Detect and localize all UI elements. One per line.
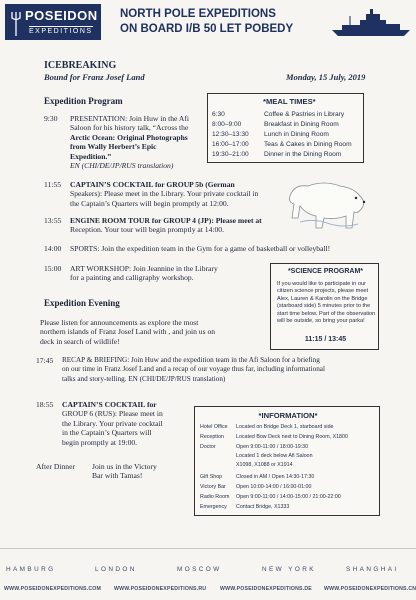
event-line: GROUP 6 (RUS): Please meet in	[62, 409, 163, 419]
header-title-line1: NORTH POLE EXPEDITIONS	[120, 8, 276, 20]
event-engine-room-tour	[70, 216, 306, 235]
footer-city: SHANGHAI	[346, 566, 399, 573]
page-subtitle: Bound for Franz Josef Land	[44, 72, 145, 82]
info-value: Closed in AM / Open 14:30-17:30	[236, 474, 315, 480]
page-title: ICEBREAKING	[44, 60, 117, 71]
info-label: Victory Bar	[200, 484, 226, 490]
event-line: Bar with Tamas!	[92, 471, 143, 481]
event-line: CAPTAIN’S COCKTAIL for GROUP 5b (German	[70, 180, 235, 189]
icebreaker-ship-icon	[330, 6, 414, 38]
meal-time: 16:00–17:00	[212, 141, 249, 148]
event-time: 11:55	[44, 180, 62, 189]
event-line: talks and story-telling. EN (CHI/DE/JP/RUS translation)	[62, 374, 226, 383]
science-line: Alex, Lauren & Karolin on the Bridge	[277, 295, 368, 302]
footer-website[interactable]: WWW.POSEIDONEXPEDITIONS.CN	[324, 586, 416, 592]
event-cocktail-group6	[62, 400, 192, 447]
event-line: Saloon for his history talk, “Across the	[70, 123, 189, 133]
event-cocktail-group5b	[70, 180, 288, 208]
info-label: Gift Shop	[200, 474, 223, 480]
header	[0, 0, 416, 46]
info-label: Emergency	[200, 504, 227, 510]
event-line: PRESENTATION: Join Huw in the Afi	[70, 114, 189, 123]
event-line: in the Captain’s Quarters will	[62, 428, 152, 438]
footer-website[interactable]: WWW.POSEIDONEXPEDITIONS.COM	[4, 586, 102, 592]
info-value: Contact Bridge, X1333	[236, 504, 290, 510]
meal-desc: Lunch in Dining Room	[264, 131, 329, 138]
poseidon-logo	[5, 4, 101, 40]
footer-city: MOSCOW	[177, 566, 222, 573]
footer-divider	[0, 548, 416, 549]
science-line: start time below. Part of the observation	[277, 310, 376, 317]
science-program-time: 11:15 / 13:45	[304, 336, 347, 343]
event-line: CAPTAIN’S COCKTAIL for	[62, 400, 157, 409]
event-line: Speakers): Please meet in the Library. Your private cocktail in	[70, 189, 259, 199]
header-title	[120, 7, 293, 37]
event-time: 13:55	[44, 216, 62, 225]
information-box	[194, 406, 380, 516]
info-value: Located Bow Deck next to Dining Room, X1800	[236, 434, 348, 440]
science-line: If you would like to participate in our	[277, 281, 366, 287]
event-line: on our time in Franz Josef Land and a recap of our voyage thus far, including informational	[62, 365, 325, 374]
info-value: Open 9:00-11:00 / 18:00-19:30	[236, 444, 309, 450]
footer-website[interactable]: WWW.POSEIDONEXPEDITIONS.DE	[220, 586, 312, 592]
event-line: ENGINE ROOM TOUR for GROUP 4 (JP): Please meet at	[70, 216, 262, 225]
event-line: RECAP & BRIEFING: Join Huw and the expedition team in the Afi Saloon for a briefing	[62, 356, 320, 364]
event-time: 18:55	[36, 400, 54, 409]
info-label: Hotel Office	[200, 424, 228, 430]
event-art-workshop	[70, 264, 260, 283]
logo-name: POSEIDON	[25, 8, 98, 23]
info-label: Reception	[200, 434, 224, 440]
program-heading: Expedition Program	[44, 96, 123, 106]
event-line: Arctic Ocean: Original Photographs	[70, 132, 188, 142]
info-value: Open 10:00-14:00 / 16:00-01:00	[236, 484, 312, 490]
event-line: EN (CHI/DE/JP/RUS translation)	[70, 161, 174, 171]
event-line: ART WORKSHOP: Join Jeannine in the Library	[70, 264, 218, 273]
intro-line: northern islands of Franz Josef Land with , and join us on	[40, 327, 216, 337]
footer-city: HAMBURG	[6, 566, 56, 573]
info-value: X1098, X1088 or X1914	[236, 462, 293, 468]
logo-subtitle: EXPEDITIONS	[29, 28, 93, 35]
meal-time: 8:00–9:00	[212, 121, 242, 128]
meal-times-title: *MEAL TIMES*	[263, 97, 316, 106]
event-line: Reception. Your tour will begin promptly at 14:00.	[70, 225, 224, 235]
event-time: 17:45	[36, 356, 54, 365]
event-line: the Captain’s Quarters will begin promptly at 12:00.	[70, 198, 229, 208]
event-line: Expedition.”	[70, 151, 112, 161]
event-line: begin promptly at 19:00.	[62, 437, 138, 447]
event-line: from Wally Herbert’s Epic	[70, 142, 157, 152]
footer-city: LONDON	[95, 566, 137, 573]
page-date: Monday, 15 July, 2019	[286, 72, 366, 82]
meal-desc: Breakfast in Dining Room	[264, 121, 339, 128]
meal-time: 12:30–13:30	[212, 131, 249, 138]
meal-desc: Teas & Cakes in Dining Room	[264, 141, 352, 148]
meal-times-box	[207, 93, 364, 163]
science-program-body	[277, 281, 376, 325]
science-program-title: *SCIENCE PROGRAM*	[287, 268, 364, 275]
info-value: Located 1 deck below Afi Saloon	[236, 453, 313, 459]
meal-desc: Dinner in the Dining Room	[264, 151, 342, 158]
intro-line: deck in search of wildlife!	[40, 336, 120, 346]
event-line: SPORTS: Join the expedition team in the Gym for a game of basketball or volleyball!	[70, 244, 331, 253]
meal-desc: Coffee & Pastries in Library	[264, 111, 345, 118]
evening-heading: Expedition Evening	[44, 298, 120, 308]
header-title-line2: ON BOARD I/B 50 LET POBEDY	[120, 23, 294, 35]
event-line: Join us in the Victory	[92, 462, 157, 471]
event-presentation	[70, 114, 202, 170]
footer-website[interactable]: WWW.POSEIDONEXPEDITIONS.RU	[114, 586, 207, 592]
event-sports	[70, 244, 386, 253]
trident-icon	[10, 10, 22, 36]
science-line: citizen science projects, please meet	[277, 288, 369, 295]
event-line: the Library. Your private cocktail	[62, 418, 163, 428]
info-value: Open 9:00-11:00 / 14:00-15:00 / 21:00-22:00	[236, 494, 341, 500]
info-label: Doctor	[200, 444, 216, 450]
intro-line: Please listen for announcements as explore the most	[40, 318, 199, 327]
meal-time: 6:30	[212, 111, 225, 118]
event-time: After Dinner	[36, 462, 76, 471]
science-line: will be outside, so bring your parka!	[277, 318, 365, 325]
event-time: 9:30	[44, 114, 58, 123]
evening-intro	[40, 318, 266, 346]
event-after-dinner	[92, 462, 192, 481]
science-program-box	[270, 263, 379, 350]
event-line: for a painting and calligraphy workshop.	[70, 273, 194, 283]
footer-city: NEW YORK	[262, 566, 316, 573]
event-recap-briefing	[62, 356, 382, 384]
event-time: 14:00	[44, 244, 62, 253]
event-time: 15:00	[44, 264, 62, 273]
meal-time: 19:30–21:00	[212, 151, 249, 158]
science-line: (starboard side) 5 minutes prior to the	[277, 303, 371, 310]
information-title: *INFORMATION*	[258, 411, 318, 420]
info-label: Radio Room	[200, 494, 230, 500]
info-value: Located on Bridge Deck 1, starboard side	[236, 424, 334, 430]
